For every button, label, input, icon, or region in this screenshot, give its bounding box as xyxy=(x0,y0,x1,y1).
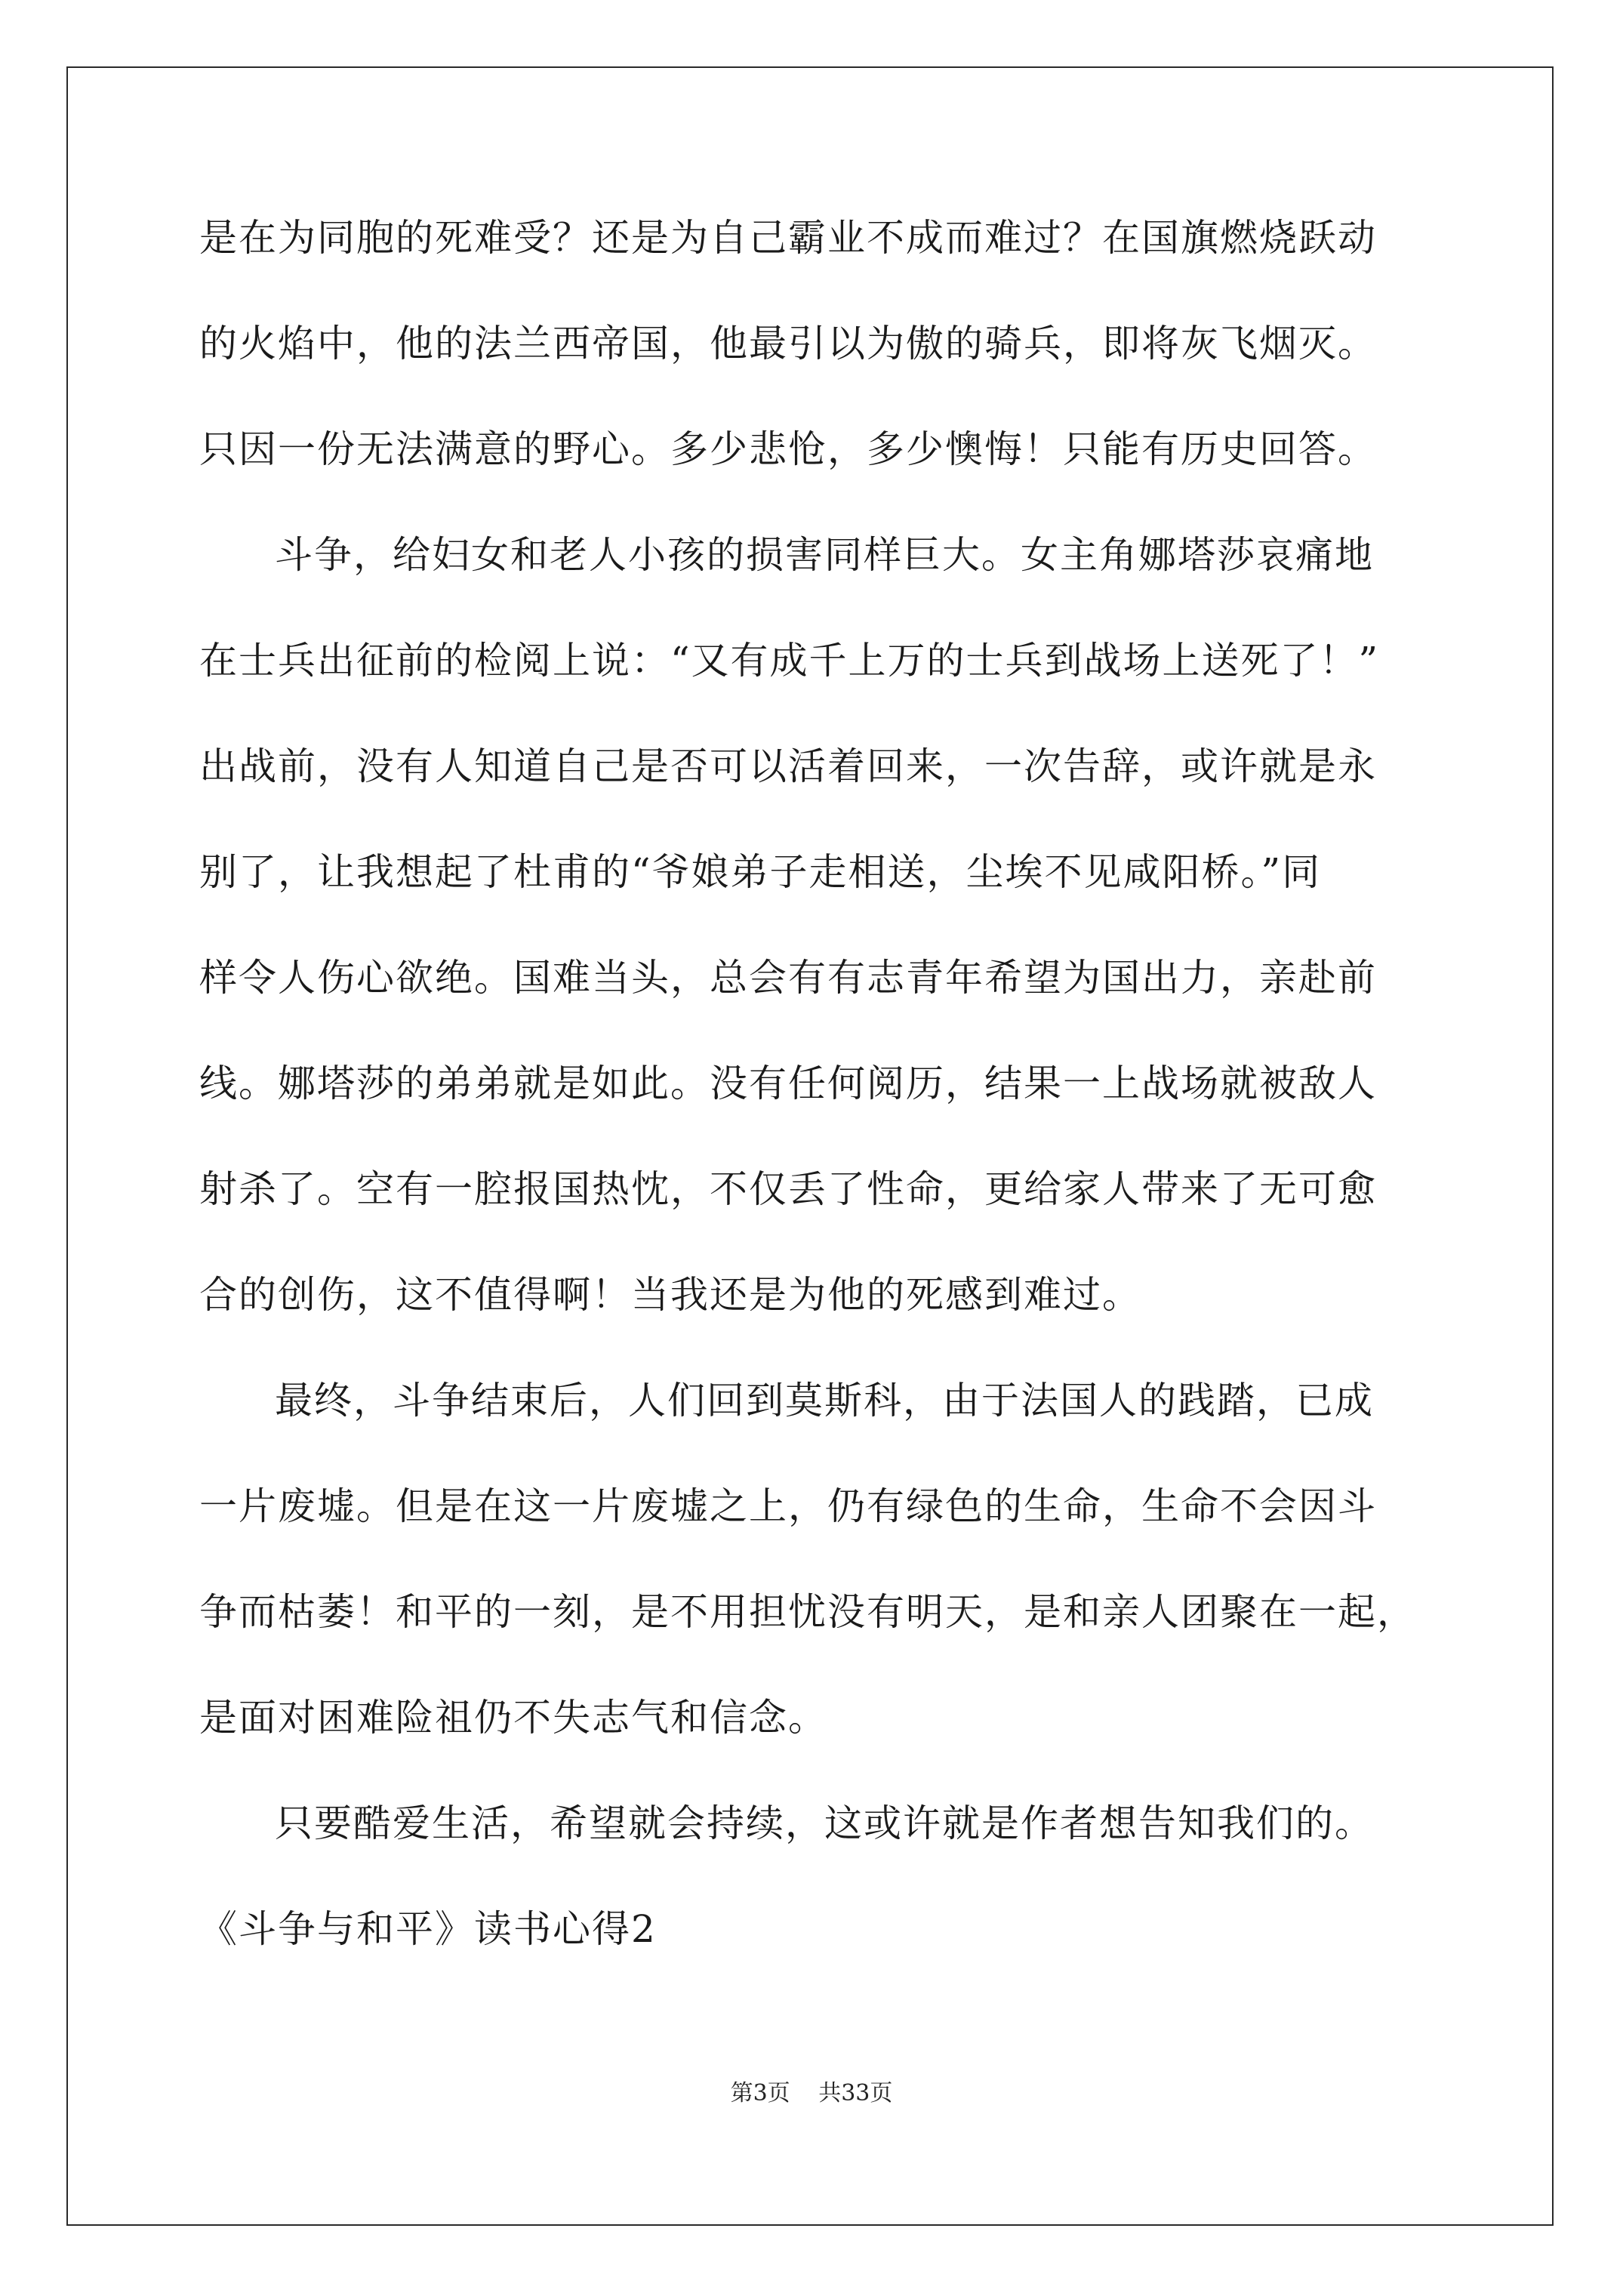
text-line: 的火焰中，他的法兰西帝国，他最引以为傲的骑兵，即将灰飞烟灭。 xyxy=(199,322,1377,365)
text-line: 出战前，没有人知道自己是否可以活着回来，一次告辞，或许就是永 xyxy=(199,744,1377,788)
text-line: 争而枯萎！和平的一刻，是不用担忧没有明天，是和亲人团聚在一起， xyxy=(199,1590,1416,1634)
page-footer xyxy=(0,2082,1623,2105)
section-title: 《斗争与和平》读书心得2 xyxy=(199,1907,657,1951)
text-line: 只因一份无法满意的野心。多少悲怆，多少懊悔！只能有历史回答。 xyxy=(199,427,1377,471)
paragraph-start-line: 最终，斗争结束后，人们回到莫斯科，由于法国人的践踏，已成 xyxy=(275,1379,1374,1422)
paragraph-start-line: 只要酷爱生活，希望就会持续，这或许就是作者想告知我们的。 xyxy=(275,1801,1374,1845)
page-total: 共33页 xyxy=(818,2080,893,2106)
text-line: 别了，让我想起了杜甫的“爷娘弟子走相送，尘埃不见咸阳桥。”同 xyxy=(199,850,1322,894)
text-line: 射杀了。空有一腔报国热忱，不仅丢了性命，更给家人带来了无可愈 xyxy=(199,1167,1377,1211)
document-body xyxy=(199,216,1437,2016)
page-number: 第3页 xyxy=(730,2080,790,2106)
paragraph-start-line: 斗争，给妇女和老人小孩的损害同样巨大。女主角娜塔莎哀痛地 xyxy=(275,533,1374,577)
text-line: 线。娜塔莎的弟弟就是如此。没有任何阅历，结果一上战场就被敌人 xyxy=(199,1062,1377,1105)
text-line: 是在为同胞的死难受？还是为自己霸业不成而难过？在国旗燃烧跃动 xyxy=(199,216,1377,260)
text-line: 样令人伤心欲绝。国难当头，总会有有志青年希望为国出力，亲赴前 xyxy=(199,956,1377,1000)
text-line: 在士兵出征前的检阅上说：“又有成千上万的士兵到战场上送死了！” xyxy=(199,639,1380,683)
text-line: 合的创伤，这不值得啊！当我还是为他的死感到难过。 xyxy=(199,1273,1141,1317)
text-line: 是面对困难险祖仍不失志气和信念。 xyxy=(199,1696,827,1740)
text-line: 一片废墟。但是在这一片废墟之上，仍有绿色的生命，生命不会因斗 xyxy=(199,1484,1377,1528)
